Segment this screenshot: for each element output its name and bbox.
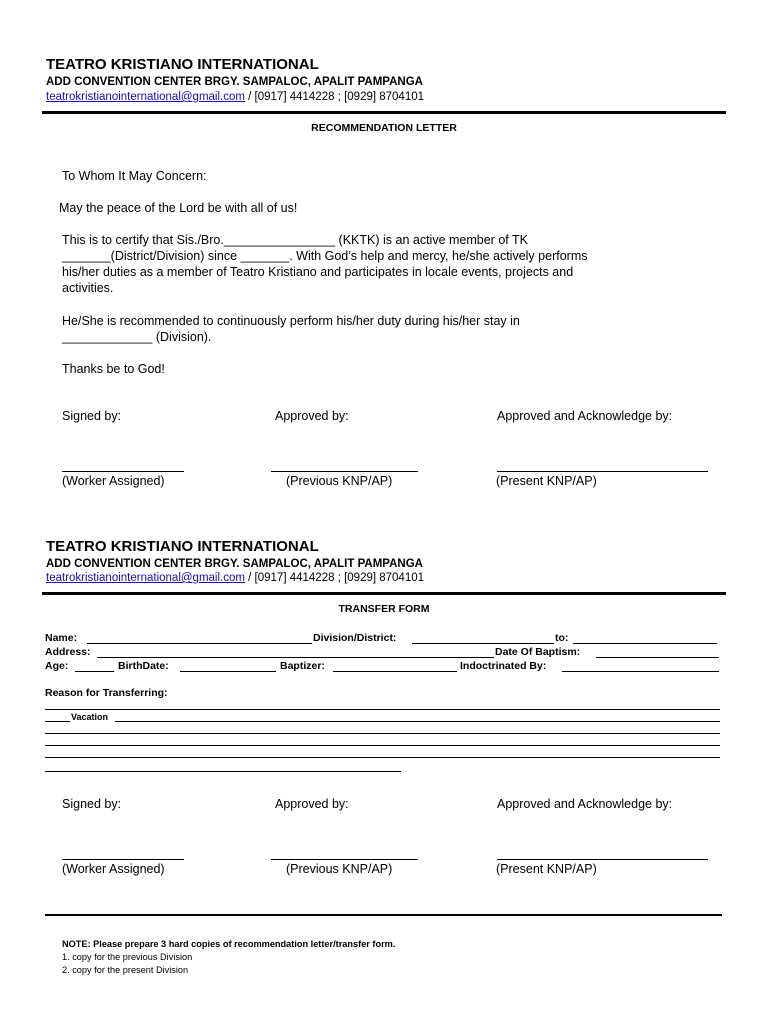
date-of-baptism-field[interactable] (596, 657, 719, 658)
letter-paragraph-1-line-4: activities. (62, 281, 114, 295)
letter-paragraph-2-line-2: _____________ (Division). (62, 330, 212, 344)
worker-signature-line[interactable] (62, 471, 184, 472)
worker-assigned-caption-2: (Worker Assigned) (62, 862, 165, 876)
reason-label: Reason for Transferring: (45, 687, 168, 699)
note-item-1: 1. copy for the previous Division (62, 952, 193, 962)
previous-knp-signature-line[interactable] (271, 471, 418, 472)
name-label: Name: (45, 632, 78, 644)
phone-numbers-2: / [0917] 4414228 ; [0929] 8704101 (244, 572, 425, 584)
previous-knp-signature-line-2[interactable] (271, 859, 418, 860)
note-heading: NOTE: Please prepare 3 hard copies of recommendation letter/transfer form. (62, 939, 396, 949)
reason-line-4[interactable] (45, 745, 720, 746)
note-item-2: 2. copy for the present Division (62, 965, 189, 975)
to-field[interactable] (573, 643, 717, 644)
approved-by-label-2: Approved by: (275, 797, 349, 811)
email-link[interactable]: teatrokristianointernational@gmail.com (46, 91, 245, 103)
address-label: Address: (45, 646, 91, 658)
age-label: Age: (45, 660, 69, 672)
indoctrinated-by-field[interactable] (562, 671, 719, 672)
address-field[interactable] (97, 657, 494, 658)
indoctrinated-by-label: Indoctrinated By: (460, 660, 547, 672)
age-field[interactable] (75, 671, 114, 672)
org-address-2: ADD CONVENTION CENTER BRGY. SAMPALOC, APALIT PAMPANGA (46, 558, 423, 570)
letter-paragraph-2-line-1: He/She is recommended to continuously perform his/her duty during his/her stay in (62, 314, 520, 328)
footer-divider (45, 914, 722, 916)
present-knp-caption-2: (Present KNP/AP) (496, 862, 597, 876)
signed-by-label: Signed by: (62, 409, 122, 423)
phone-numbers: / [0917] 4414228 ; [0929] 8704101 (244, 91, 425, 103)
header-divider (42, 111, 726, 114)
letter-paragraph-1-line-3: his/her duties as a member of Teatro Kristiano and participates in locale events, projects and (62, 265, 574, 279)
vacation-check-line[interactable] (45, 721, 70, 722)
worker-signature-line-2[interactable] (62, 859, 184, 860)
reason-line-1[interactable] (45, 709, 720, 710)
org-address: ADD CONVENTION CENTER BRGY. SAMPALOC, APALIT PAMPANGA (46, 76, 423, 88)
division-district-label: Division/District: (313, 632, 397, 644)
present-knp-signature-line[interactable] (497, 471, 708, 472)
org-name-2: TEATRO KRISTIANO INTERNATIONAL (46, 538, 319, 555)
worker-assigned-caption: (Worker Assigned) (62, 474, 165, 488)
reason-line-2[interactable] (115, 721, 720, 722)
date-of-baptism-label: Date Of Baptism: (495, 646, 581, 658)
letter-greeting: May the peace of the Lord be with all of us! (59, 201, 298, 215)
reason-line-3[interactable] (45, 733, 720, 734)
present-knp-caption: (Present KNP/AP) (496, 474, 597, 488)
name-field[interactable] (87, 643, 312, 644)
signed-by-label-2: Signed by: (62, 797, 122, 811)
birthdate-label: BirthDate: (118, 660, 169, 672)
email-link-2[interactable]: teatrokristianointernational@gmail.com (46, 572, 245, 584)
reason-line-6[interactable] (45, 771, 401, 772)
letter-closing: Thanks be to God! (62, 362, 165, 376)
reason-line-5[interactable] (45, 757, 720, 758)
previous-knp-caption: (Previous KNP/AP) (286, 474, 393, 488)
approved-by-label: Approved by: (275, 409, 349, 423)
baptizer-label: Baptizer: (280, 660, 325, 672)
baptizer-field[interactable] (333, 671, 457, 672)
approved-ack-label-2: Approved and Acknowledge by: (497, 797, 673, 811)
vacation-option-label: Vacation (71, 712, 109, 722)
birthdate-field[interactable] (180, 671, 276, 672)
letter-paragraph-1-line-2: _______(District/Division) since _______. With God’s help and mercy, he/she actively performs (62, 249, 588, 263)
previous-knp-caption-2: (Previous KNP/AP) (286, 862, 393, 876)
letter-salutation: To Whom It May Concern: (62, 169, 207, 183)
transfer-form-title: TRANSFER FORM (338, 603, 430, 615)
org-name: TEATRO KRISTIANO INTERNATIONAL (46, 56, 319, 73)
division-district-field[interactable] (412, 643, 554, 644)
approved-ack-label: Approved and Acknowledge by: (497, 409, 673, 423)
present-knp-signature-line-2[interactable] (497, 859, 708, 860)
to-label: to: (555, 632, 569, 644)
contact-line-2 (46, 572, 424, 584)
header-divider-2 (42, 592, 726, 595)
letter-paragraph-1-line-1: This is to certify that Sis./Bro.________________ (KKTK) is an active member of TK (62, 233, 528, 247)
letter-title: RECOMMENDATION LETTER (311, 122, 457, 134)
contact-line (46, 91, 424, 103)
